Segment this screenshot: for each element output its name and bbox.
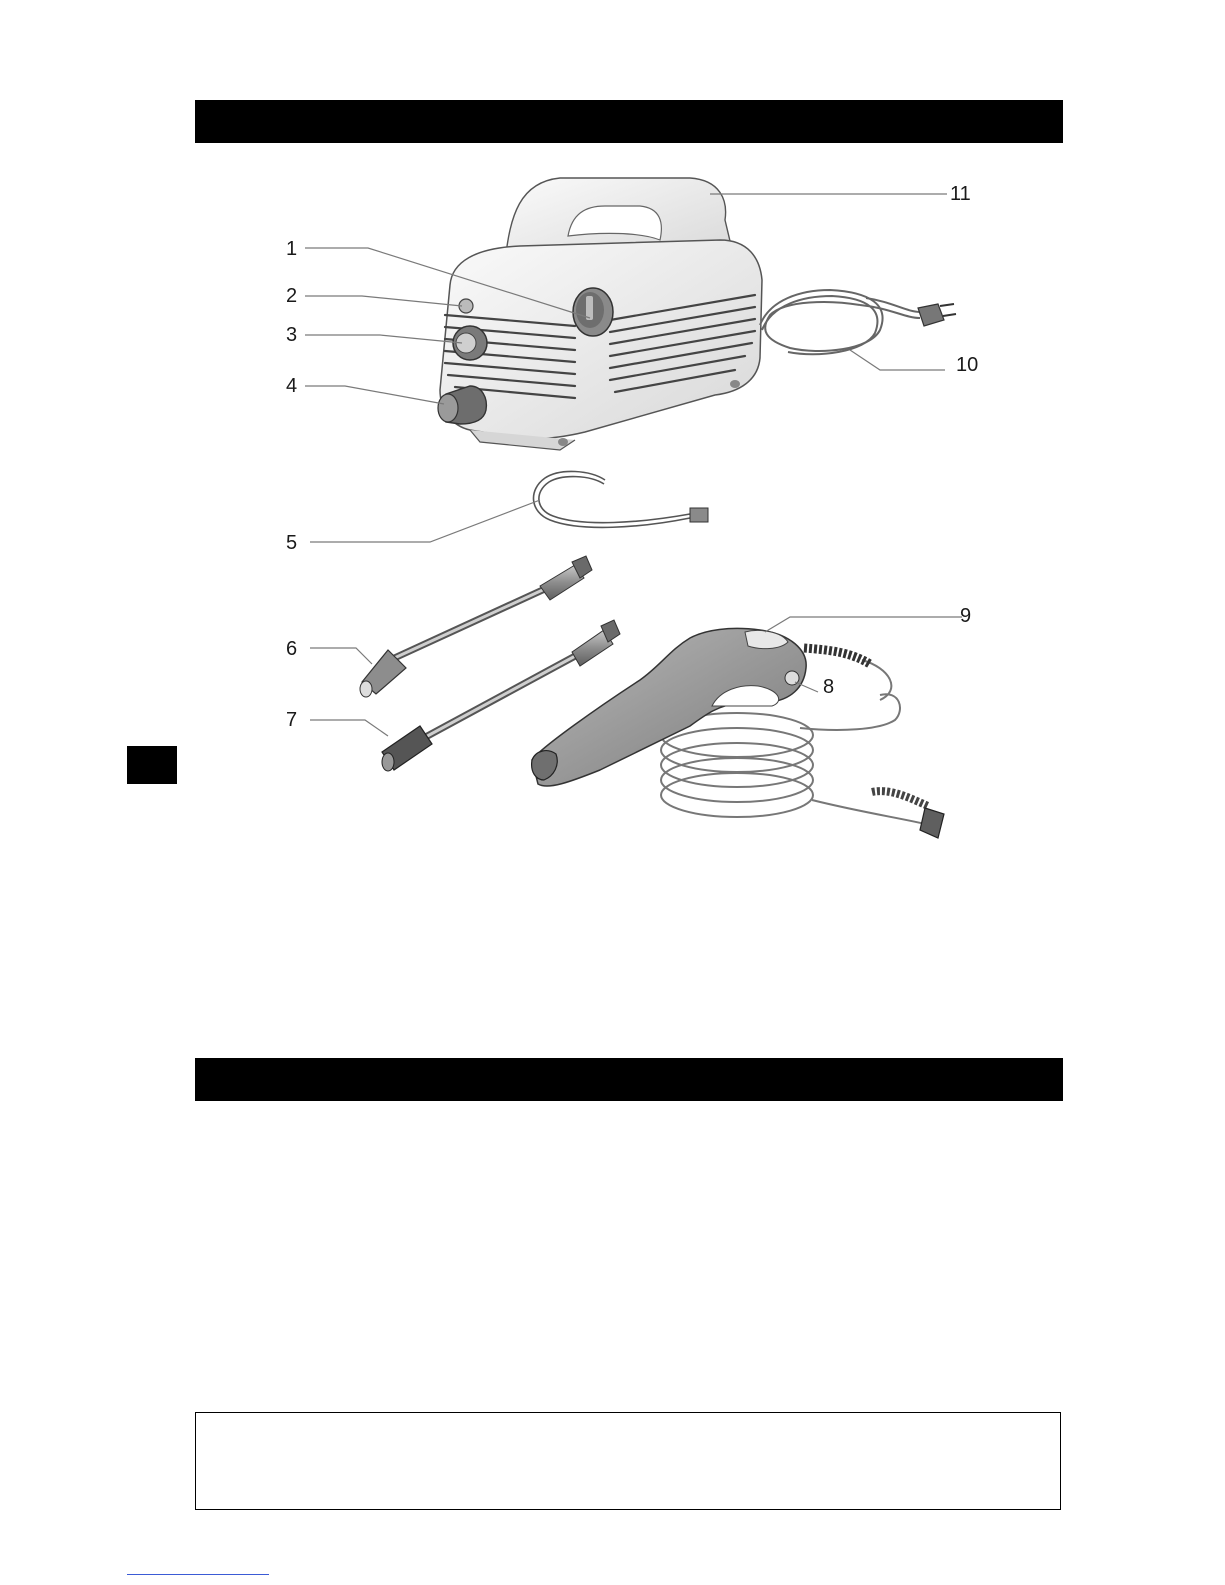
callout-3: 3 (286, 324, 298, 346)
callout-11: 11 (950, 183, 971, 205)
callout-7: 7 (286, 709, 298, 731)
callout-4: 4 (286, 375, 298, 397)
detergent-hose (534, 471, 708, 527)
section-header-bar-middle (195, 1058, 1063, 1101)
callout-10: 10 (956, 354, 979, 376)
spray-wand-turbo (360, 556, 592, 697)
power-cord (760, 290, 921, 354)
callout-6: 6 (286, 638, 298, 660)
callout-1: 1 (286, 238, 298, 260)
callout-9: 9 (960, 605, 972, 627)
callout-2: 2 (286, 285, 298, 307)
note-box (195, 1412, 1061, 1510)
callout-5: 5 (286, 532, 298, 554)
washer-unit (438, 178, 762, 450)
plug (918, 304, 956, 326)
footer-link-underline[interactable] (127, 1574, 269, 1575)
language-side-tab (127, 746, 177, 784)
callout-8: 8 (823, 676, 835, 698)
